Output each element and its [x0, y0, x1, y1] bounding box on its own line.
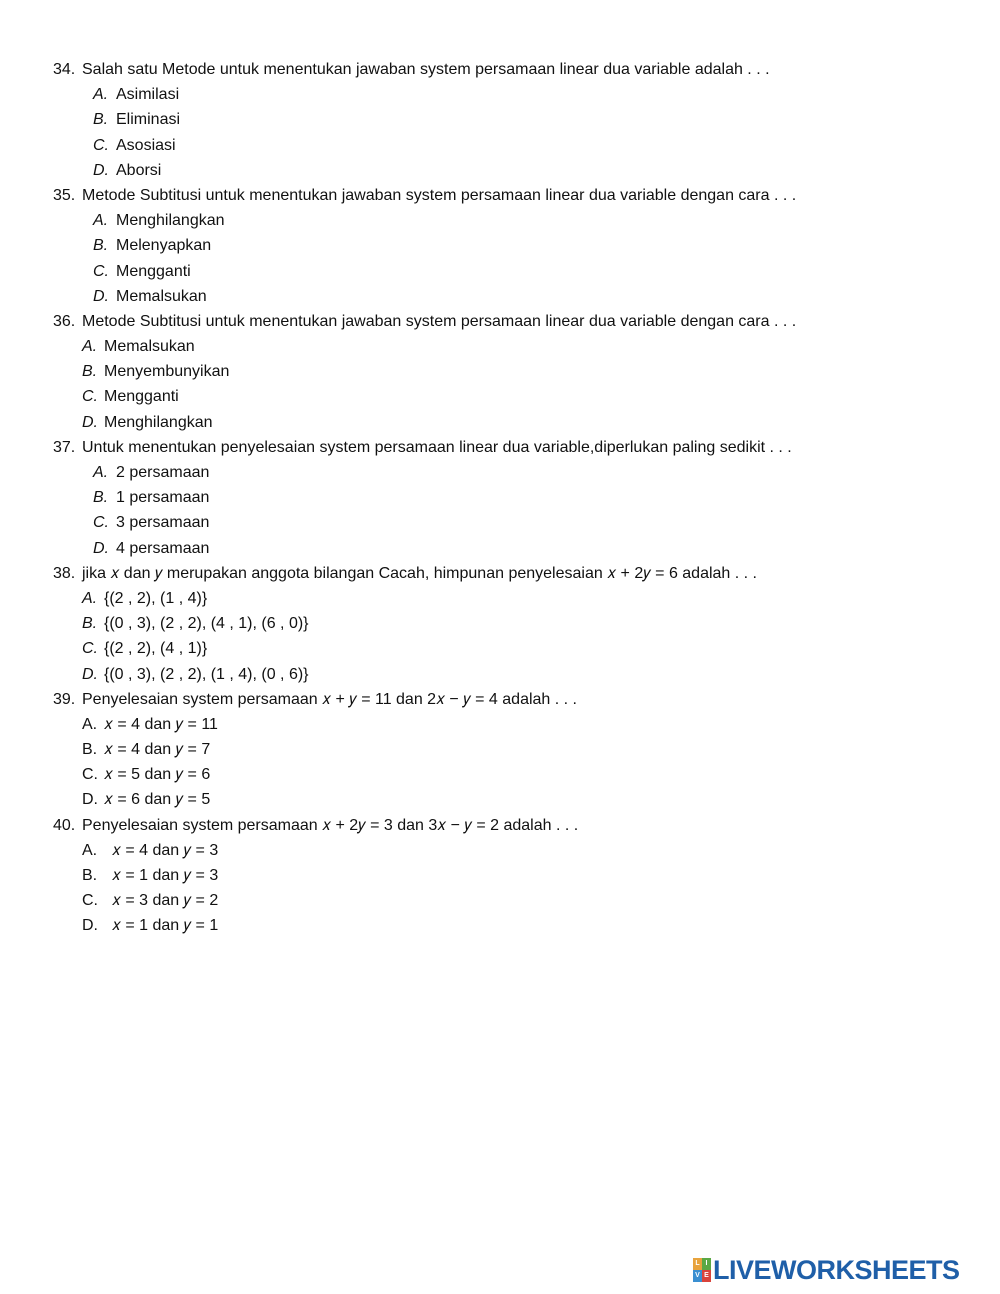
- answer-option[interactable]: [0, 762, 1000, 787]
- question-line: [0, 561, 1000, 586]
- option-text: Menyembunyikan: [104, 363, 230, 381]
- answer-option[interactable]: [0, 233, 1000, 258]
- option-text: 𝑥 = 1 dan 𝑦 = 1: [112, 917, 219, 935]
- option-text: 4 persamaan: [116, 539, 210, 557]
- answer-option[interactable]: [0, 536, 1000, 561]
- answer-option[interactable]: [0, 208, 1000, 233]
- option-letter: D.: [93, 161, 109, 179]
- option-text: {(2 , 2), (4 , 1)}: [104, 640, 208, 658]
- option-letter: A.: [93, 86, 109, 104]
- option-text: Asimilasi: [116, 86, 180, 104]
- answer-option[interactable]: [0, 611, 1000, 636]
- answer-option[interactable]: [0, 510, 1000, 535]
- question-40: [0, 813, 1000, 939]
- answer-option[interactable]: [0, 284, 1000, 309]
- option-text: 1 persamaan: [116, 489, 210, 507]
- question-text: Penyelesaian system persamaan 𝑥 + 𝑦 = 11 dan 2𝑥 − 𝑦 = 4 adalah . . .: [82, 690, 577, 708]
- logo-mark-square: I: [702, 1258, 711, 1270]
- option-text: Menghilangkan: [116, 212, 225, 230]
- question-36: [0, 309, 1000, 435]
- option-letter: A.: [82, 589, 98, 607]
- option-text: 𝑥 = 1 dan 𝑦 = 3: [112, 867, 219, 884]
- answer-option[interactable]: [0, 359, 1000, 384]
- answer-option[interactable]: [0, 82, 1000, 107]
- option-text: 𝑥 = 3 dan 𝑦 = 2: [112, 892, 219, 910]
- option-letter: C.: [93, 136, 109, 154]
- answer-option[interactable]: [0, 586, 1000, 611]
- option-text: Melenyapkan: [116, 237, 212, 255]
- question-37: [0, 435, 1000, 561]
- option-letter: B.: [93, 237, 109, 255]
- option-letter: C.: [82, 640, 98, 658]
- question-number: 39.: [53, 690, 76, 708]
- answer-option[interactable]: [0, 259, 1000, 284]
- question-34: [0, 57, 1000, 183]
- option-text: Mengganti: [116, 262, 191, 280]
- question-text: Metode Subtitusi untuk menentukan jawaban system persamaan linear dua variable dengan cara . . .: [82, 312, 797, 330]
- liveworksheets-logo: [693, 1255, 960, 1285]
- question-number: 35.: [53, 186, 76, 204]
- option-letter: A.: [82, 338, 98, 356]
- answer-option[interactable]: [0, 838, 1000, 863]
- option-letter: C.: [93, 262, 109, 280]
- answer-option[interactable]: [0, 158, 1000, 183]
- option-text: 𝑥 = 4 dan 𝑦 = 3: [112, 841, 219, 859]
- question-number: 40.: [53, 816, 76, 834]
- option-letter: B.: [82, 615, 98, 633]
- question-35: [0, 183, 1000, 309]
- option-letter: B.: [93, 111, 109, 129]
- option-text: 𝑥 = 4 dan 𝑦 = 7: [104, 741, 211, 759]
- question-text: Metode Subtitusi untuk menentukan jawaban system persamaan linear dua variable dengan cara . . .: [82, 186, 797, 204]
- answer-option[interactable]: [0, 913, 1000, 938]
- answer-option[interactable]: [0, 888, 1000, 913]
- answer-option[interactable]: [0, 863, 1000, 888]
- logo-mark-square: L: [693, 1258, 702, 1270]
- answer-option[interactable]: [0, 384, 1000, 409]
- answer-option[interactable]: [0, 787, 1000, 812]
- question-line: [0, 813, 1000, 838]
- option-letter: D.: [93, 539, 109, 557]
- option-text: 𝑥 = 4 dan 𝑦 = 11: [104, 715, 218, 733]
- logo-mark-icon: [693, 1258, 711, 1282]
- option-letter: D.: [82, 791, 98, 809]
- answer-option[interactable]: [0, 662, 1000, 687]
- question-line: [0, 183, 1000, 208]
- question-number: 37.: [53, 438, 76, 456]
- option-text: Memalsukan: [104, 338, 195, 356]
- option-text: Memalsukan: [116, 287, 207, 305]
- answer-option[interactable]: [0, 410, 1000, 435]
- answer-option[interactable]: [0, 737, 1000, 762]
- option-letter: B.: [82, 741, 98, 759]
- option-text: 𝑥 = 6 dan 𝑦 = 5: [104, 791, 211, 809]
- option-letter: D.: [93, 287, 109, 305]
- answer-option[interactable]: [0, 133, 1000, 158]
- question-text: Salah satu Metode untuk menentukan jawaban system persamaan linear dua variable adalah . . .: [82, 61, 770, 78]
- question-line: [0, 435, 1000, 460]
- answer-option[interactable]: [0, 107, 1000, 132]
- option-letter: C.: [93, 514, 109, 532]
- option-letter: A.: [82, 715, 98, 733]
- option-letter: C.: [82, 766, 98, 784]
- option-letter: C.: [82, 892, 98, 910]
- option-text: 𝑥 = 5 dan 𝑦 = 6: [104, 766, 211, 784]
- option-letter: D.: [82, 665, 98, 683]
- option-letter: D.: [82, 413, 98, 431]
- question-39: [0, 687, 1000, 813]
- option-text: Mengganti: [104, 388, 179, 406]
- answer-option[interactable]: [0, 460, 1000, 485]
- question-text: Untuk menentukan penyelesaian system persamaan linear dua variable,diperlukan paling sedikit . . .: [82, 438, 792, 456]
- answer-option[interactable]: [0, 712, 1000, 737]
- option-letter: A.: [82, 841, 98, 859]
- question-38: [0, 561, 1000, 687]
- question-text: jika 𝑥 dan 𝑦 merupakan anggota bilangan Cacah, himpunan penyelesaian 𝑥 + 2𝑦 = 6 adalah . . .: [82, 564, 758, 582]
- option-text: {(2 , 2), (1 , 4)}: [104, 589, 208, 607]
- option-text: Aborsi: [116, 161, 162, 179]
- question-line: [0, 309, 1000, 334]
- question-number: 34.: [53, 61, 76, 78]
- option-text: {(0 , 3), (2 , 2), (4 , 1), (6 , 0)}: [104, 615, 309, 633]
- question-number: 38.: [53, 564, 76, 582]
- option-letter: C.: [82, 388, 98, 406]
- question-number: 36.: [53, 312, 76, 330]
- option-text: Menghilangkan: [104, 413, 213, 431]
- question-line: [0, 687, 1000, 712]
- option-letter: B.: [82, 363, 98, 381]
- logo-mark-square: V: [693, 1270, 702, 1282]
- logo-text: LIVEWORKSHEETS: [713, 1254, 960, 1285]
- option-letter: A.: [93, 212, 109, 230]
- option-letter: B.: [82, 867, 98, 884]
- answer-option[interactable]: [0, 334, 1000, 359]
- worksheet-page: [0, 57, 1000, 939]
- option-letter: D.: [82, 917, 98, 935]
- option-text: {(0 , 3), (2 , 2), (1 , 4), (0 , 6)}: [104, 665, 309, 683]
- option-text: Asosiasi: [116, 136, 176, 154]
- answer-option[interactable]: [0, 485, 1000, 510]
- option-letter: A.: [93, 464, 109, 481]
- option-letter: B.: [93, 489, 109, 507]
- option-text: 2 persamaan: [116, 464, 210, 481]
- question-line: [0, 57, 1000, 82]
- option-text: Eliminasi: [116, 111, 181, 129]
- question-text: Penyelesaian system persamaan 𝑥 + 2𝑦 = 3 dan 3𝑥 − 𝑦 = 2 adalah . . .: [82, 816, 579, 834]
- answer-option[interactable]: [0, 636, 1000, 661]
- option-text: 3 persamaan: [116, 514, 210, 532]
- logo-mark-square: E: [702, 1270, 711, 1282]
